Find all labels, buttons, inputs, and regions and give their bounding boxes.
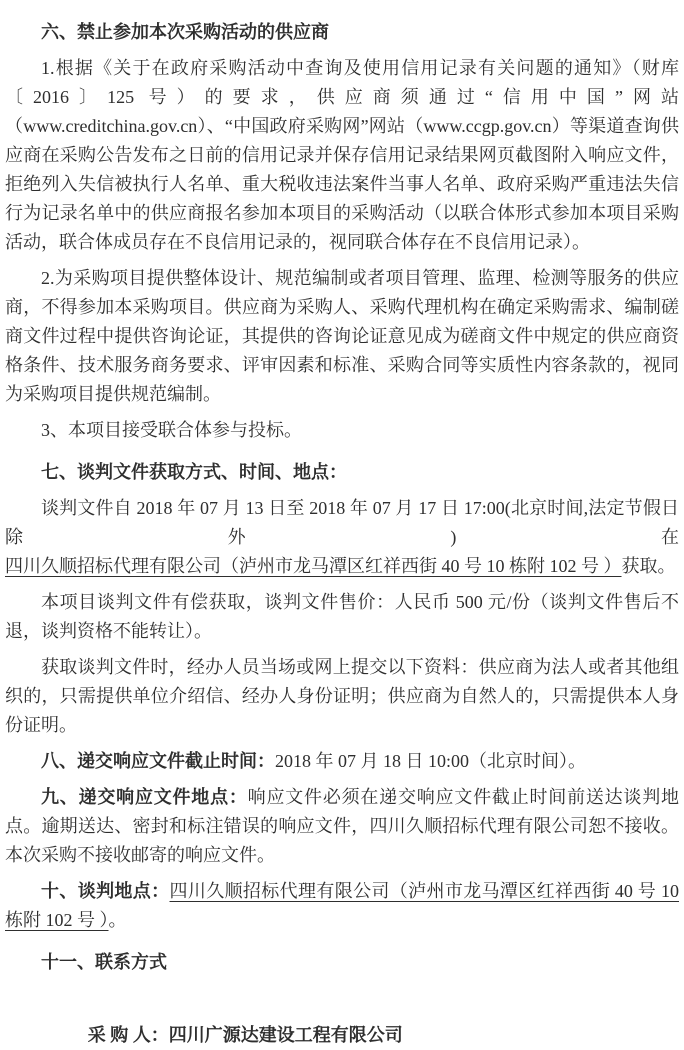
text-segment: 获取谈判文件时，经办人员当场或网上提交以下资料：供应商为法人或者其他组织的，只需提供单位介绍信、经办人身份证明；供应商为自然人的，只需提供本人身份证明。 bbox=[5, 657, 679, 735]
text-segment: 九、递交响应文件地点： bbox=[41, 787, 248, 807]
text-segment: 十一、联系方式 bbox=[41, 952, 167, 972]
text-segment: 获取。 bbox=[621, 556, 676, 576]
text-segment: 。 bbox=[108, 910, 127, 930]
text-segment: 十、谈判地点： bbox=[41, 881, 170, 901]
text-segment: 六、禁止参加本次采购活动的供应商 bbox=[41, 22, 329, 42]
section-6-item-2 bbox=[5, 264, 679, 409]
text-segment: 2.为采购项目提供整体设计、规范编制或者项目管理、监理、检测等服务的供应商，不得参加本采购项目。供应商为采购人、采购代理机构在确定采购需求、编制磋商文件过程中提供咨询论证，其提供的咨询论证意见成为磋商文件中规定的供应商资格条件、技术服务商务要求、评审因素和标准、采购合同等实质性内容条款的，视同为采购项目提供规范编制。 bbox=[5, 268, 679, 404]
section-7-heading bbox=[5, 458, 679, 487]
buyer-line bbox=[88, 1021, 679, 1050]
section-7-materials bbox=[5, 653, 679, 740]
text-segment: 2018 年 07 月 18 日 10:00（北京时间）。 bbox=[275, 751, 586, 771]
text-segment: 响应文件必须在递交响应文件截止时间前送达谈判地点。逾期送达、密封和标注错误的响应文件，四川久顺招标代理有限公司恕不接收。本次采购不接收邮寄的响应文件。 bbox=[5, 787, 680, 865]
text-segment: 1.根据《关于在政府采购活动中查询及使用信用记录有关问题的通知》（财库〔2016〕125 号）的要求，供应商须通过“信用中国”网站（www.creditchina.gov.cn）、“中国政府采购网”网站（www.ccgp.gov.cn）等渠道查询供应商在采购公告发布之日前的信用记录并保存信用记录结果网页截图附入响应文件，拒绝列入失信被执行人名单、重大税收违法案件当事人名单、政府采购严重违法失信行为记录名单中的供应商报名参加本项目的采购活动（以联合体形式参加本项目采购活动，联合体成员存在不良信用记录的，视同联合体存在不良信用记录）。 bbox=[5, 58, 679, 252]
section-7-price bbox=[5, 588, 679, 646]
text-segment: 七、谈判文件获取方式、时间、地点： bbox=[41, 462, 347, 482]
section-10-negotiation-place bbox=[5, 877, 679, 935]
text-segment: 采 购 人：四川广源达建设工程有限公司 bbox=[87, 1025, 403, 1045]
section-6-item-3 bbox=[5, 416, 679, 445]
section-8-deadline bbox=[5, 747, 679, 776]
text-segment: 四川久顺招标代理有限公司（泸州市龙马潭区红祥西街 40 号 10 栋附 102 号 ） bbox=[5, 556, 622, 576]
section-9-submit-place bbox=[5, 783, 679, 870]
text-segment: 四川久顺招标代理有限公司（泸州市龙马潭区红祥西街 40 号 10 栋附 102 号 ） bbox=[5, 881, 679, 930]
section-6-item-1 bbox=[5, 54, 679, 257]
text-segment: 谈判文件自 2018 年 07 月 13 日至 2018 年 07 月 17 日 17:00(北京时间,法定节假日除外)在 bbox=[5, 498, 679, 547]
section-6-heading bbox=[5, 18, 679, 47]
text-segment: 八、递交响应文件截止时间： bbox=[41, 751, 275, 771]
text-segment: 3、本项目接受联合体参与投标。 bbox=[41, 420, 302, 440]
text-segment: 本项目谈判文件有偿获取，谈判文件售价：人民币 500 元/份（谈判文件售后不退，谈判资格不能转让）。 bbox=[5, 592, 679, 641]
section-7-obtain-period bbox=[5, 494, 679, 581]
section-11-heading bbox=[5, 948, 679, 977]
